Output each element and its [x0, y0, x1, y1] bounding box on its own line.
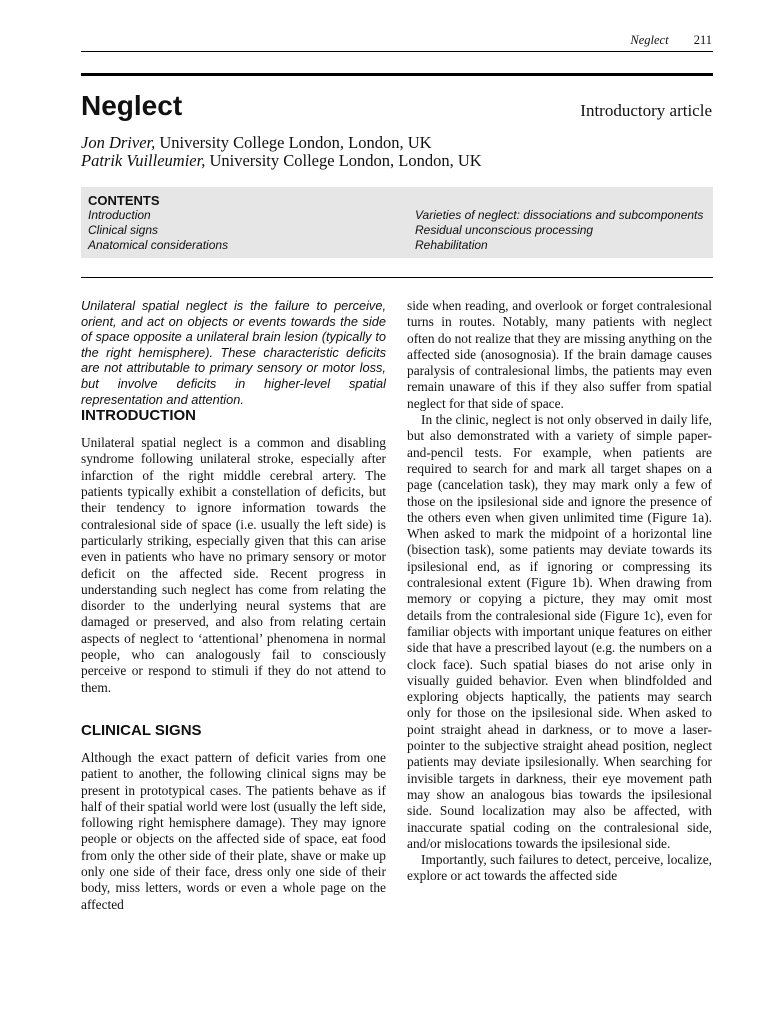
contents-box — [81, 187, 713, 258]
clinical-signs-paragraph-continued: side when reading, and overlook or forget contralesional turns in routes. Notably, many patients with neglect often do not realize that they are missing anything on the affected side (anosognosia). If the brain damage causes paralysis of contralesional limbs, the patients may even remain unaware of this if they also suffer from spatial neglect for that side of space. — [407, 298, 712, 411]
abstract: Unilateral spatial neglect is the failure to perceive, orient, and act on objects or events towards the side of space opposite a unilateral brain lesion (typically to the right hemisphere). These characteristic deficits are not attributable to primary sensory or motor loss, but involve deficits in higher-level spatial representation and attention. — [81, 298, 386, 407]
contents-left-column — [88, 208, 228, 253]
author-name: Jon Driver, — [81, 133, 156, 152]
running-title: Neglect — [630, 33, 669, 47]
contents-item[interactable]: Clinical signs — [88, 223, 159, 237]
contents-rule — [81, 277, 713, 278]
author-affiliation: University College London, London, UK — [155, 133, 432, 152]
author-line — [81, 151, 482, 171]
page-number: 211 — [693, 33, 712, 47]
contents-item[interactable]: Residual unconscious processing — [415, 223, 594, 237]
contents-item[interactable]: Varieties of neglect: dissociations and subcomponents — [415, 208, 704, 222]
clinical-signs-paragraph: In the clinic, neglect is not only observed in daily life, but also demonstrated with a variety of simple paper-and-pencil tests. For example, when patients are required to search for and mark all target shapes on a page (cancelation task), they may mark only a few of those on the ipsilesional side and ignore the presence of the others even when given unlimited time (Figure 1a). When asked to mark the midpoint of a horizontal line (bisection task), some patients may deviate towards its ipsilesional end, as if ignoring or compressing its contralesional extent (Figure 1b). When drawing from memory or copying a picture, they may omit most details from the contralesional side (Figure 1c), even for familiar objects with important unique features on either side that have a prescribed layout (e.g. the numbers on a clock face). Such spatial biases do not arise only in visually guided behavior. Even when blindfolded and exploring objects haptically, the patients may search only for those on the ipsilesional side. When asked to point straight ahead in darkness, or to move a laser-pointer to the subjective straight ahead position, neglect patients may deviate ipsilesionally. When searching for invisible targets in darkness, their eye movement path may show an analogous bias towards the ipsilesional side. Sound localization may also be affected, with inaccurate spatial coding on the contralesional side, and/or mislocations towards the ipsilesional side. — [407, 412, 712, 851]
section-heading-introduction: INTRODUCTION — [81, 407, 196, 425]
contents-right-column — [415, 208, 703, 253]
author-line — [81, 133, 432, 153]
author-affiliation: University College London, London, UK — [205, 151, 482, 170]
article-type: Introductory article — [580, 101, 712, 120]
left-column — [81, 298, 386, 913]
title-rule — [81, 73, 713, 76]
clinical-signs-paragraph: Although the exact pattern of deficit varies from one patient to another, the following clinical signs may be present in prototypical cases. The patients behave as if half of their spatial world were lost (usually the left side, following right hemisphere damage). They may ignore people or objects on the affected side of space, eat food from only the other side of their plate, shave or make up only one side of their face, dress only one side of their body, miss letters, words or even a whole page on the affected — [81, 749, 386, 912]
article-title: Neglect — [81, 90, 183, 121]
contents-item[interactable]: Introduction — [88, 208, 151, 222]
author-name: Patrik Vuilleumier, — [81, 151, 206, 170]
right-column — [407, 298, 712, 885]
contents-item[interactable]: Rehabilitation — [415, 238, 488, 252]
section-heading-clinical-signs: CLINICAL SIGNS — [81, 721, 202, 739]
contents-heading: CONTENTS — [88, 193, 160, 208]
running-head — [81, 32, 712, 48]
clinical-signs-paragraph: Importantly, such failures to detect, perceive, localize, explore or act towards the affected side — [407, 852, 712, 884]
contents-item[interactable]: Anatomical considerations — [88, 238, 229, 252]
header-rule — [81, 51, 713, 52]
introduction-paragraph: Unilateral spatial neglect is a common and disabling syndrome following unilateral stroke, especially after infarction of the right middle cerebral artery. The patients typically exhibit a constellation of deficits, but their tendency to ignore information towards the contralesional side of space (i.e. usually the left side) is particularly striking, especially given that this can arise even in patients who have no primary sensory or motor deficit on the affected side. Recent progress in understanding such neglect has come from relating the disorder to the underlying neural systems that are damaged or preserved, and also from relating certain aspects of neglect to ‘attentional’ phenomena in normal people, who can analogously fail to consciously perceive or respond to stimuli if they do not attend to them. — [81, 435, 386, 695]
